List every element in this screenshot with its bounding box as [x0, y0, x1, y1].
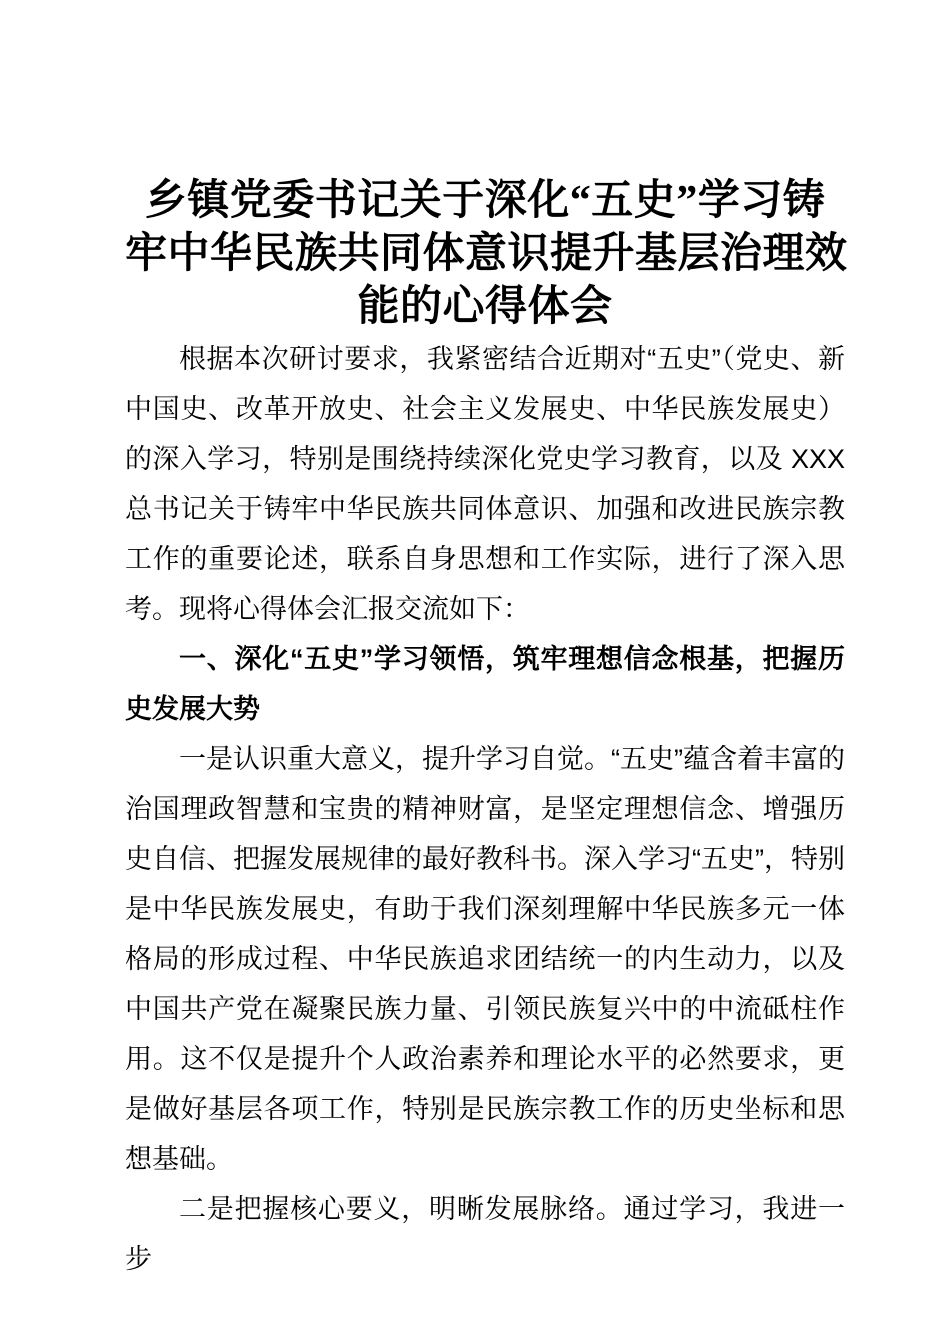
- document-title: [125, 175, 848, 334]
- document-title-line-1: 乡镇党委书记关于深化“五史”学习铸: [144, 178, 826, 224]
- document-title-line-3: 能的心得体会: [357, 284, 613, 330]
- document-title-line-2: 牢中华民族共同体意识提升基层治理效: [125, 231, 848, 277]
- paragraph-point-2: 二是把握核心要义，明晰发展脉络。通过学习，我进一步: [125, 1194, 845, 1274]
- paragraph-point-1: 一是认识重大意义，提升学习自觉。“五史”蕴含着丰富的治国理政智慧和宝贵的精神财富，是坚定理想信念、增强历史自信、把握发展规律的最好教科书。深入学习“五史”，特别是中华民族发展史，有助于我们深刻理解中华民族多元一体格局的形成过程、中华民族追求团结统一的内生动力，以及中国共产党在凝聚民族力量、引领民族复兴中的中流砥柱作用。这不仅是提升个人政治素养和理论水平的必然要求，更是做好基层各项工作，特别是民族宗教工作的历史坐标和思想基础。: [125, 744, 845, 1174]
- paragraph-intro: 根据本次研讨要求，我紧密结合近期对“五史”（党史、新中国史、改革开放史、社会主义发展史、中华民族发展史）的深入学习，特别是围绕持续深化党史学习教育，以及 XXX 总书记关于铸牢中华民族共同体意识、加强和改进民族宗教工作的重要论述，联系自身思想和工作实际，进行了深入思考。现将心得体会汇报交流如下：: [125, 344, 845, 624]
- section-heading-1: 一、深化“五史”学习领悟，筑牢理想信念根基，把握历史发展大势: [125, 644, 845, 724]
